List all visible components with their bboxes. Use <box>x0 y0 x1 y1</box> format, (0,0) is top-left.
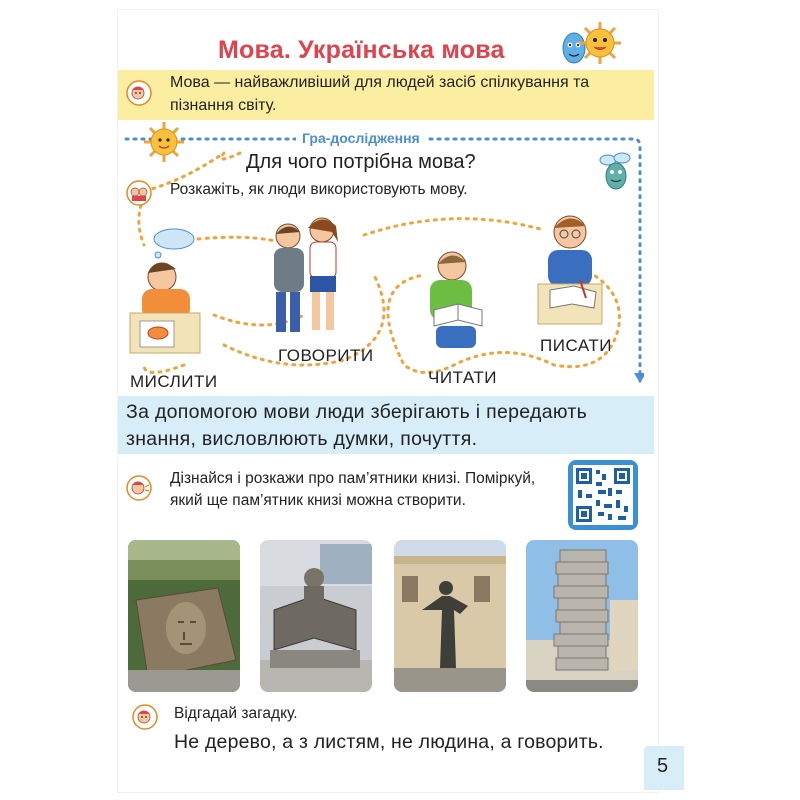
monument-photo-statue <box>394 540 506 692</box>
monument-photo-open-book <box>260 540 372 692</box>
writing-boy-illustration <box>534 208 616 326</box>
game-question: Для чого потрібна мова? <box>246 151 476 173</box>
riddle-text: Не дерево, а з листям, не людина, а говорить. <box>174 731 604 753</box>
talking-kids-illustration <box>262 212 354 342</box>
speaking-head-icon <box>126 80 152 106</box>
monument-photo-book-tower <box>526 540 638 692</box>
qr-code-icon[interactable] <box>568 460 638 530</box>
task-text: Дізнайся і розкажи про пам’ятники книзі. Поміркуй, який ще пам’ятник книзі можна створити. <box>170 470 536 509</box>
game-label: Гра-дослідження <box>296 130 426 146</box>
riddle-label: Відгадай загадку. <box>174 705 298 722</box>
action-think-label: МИСЛИТИ <box>130 372 218 391</box>
page-number: 5 <box>657 755 669 777</box>
action-speak-label: ГОВОРИТИ <box>278 346 374 365</box>
speaking-kid-icon <box>126 475 152 501</box>
reading-boy-illustration <box>412 248 496 352</box>
thinking-boy-illustration <box>128 225 208 355</box>
action-read-label: ЧИТАТИ <box>428 368 497 387</box>
riddle-kid-icon <box>132 704 158 730</box>
game-prompt: Розкажіть, як люди використовують мову. <box>170 181 468 198</box>
conclusion-text: За допомогою мови люди зберігають і передають знання, висловлюють думки, почуття. <box>126 401 588 450</box>
kids-group-icon <box>126 180 152 206</box>
mascots-icon <box>552 14 622 72</box>
definition-text: Мова — найважливіший для людей засіб спілкування та пізнання світу. <box>170 74 590 114</box>
page-title: Мова. Українська мова <box>218 36 505 64</box>
action-write-label: ПИСАТИ <box>540 336 612 355</box>
fly-mascot-icon <box>596 148 636 194</box>
monument-photo-face-book <box>128 540 240 692</box>
sun-mascot-icon <box>142 120 186 164</box>
